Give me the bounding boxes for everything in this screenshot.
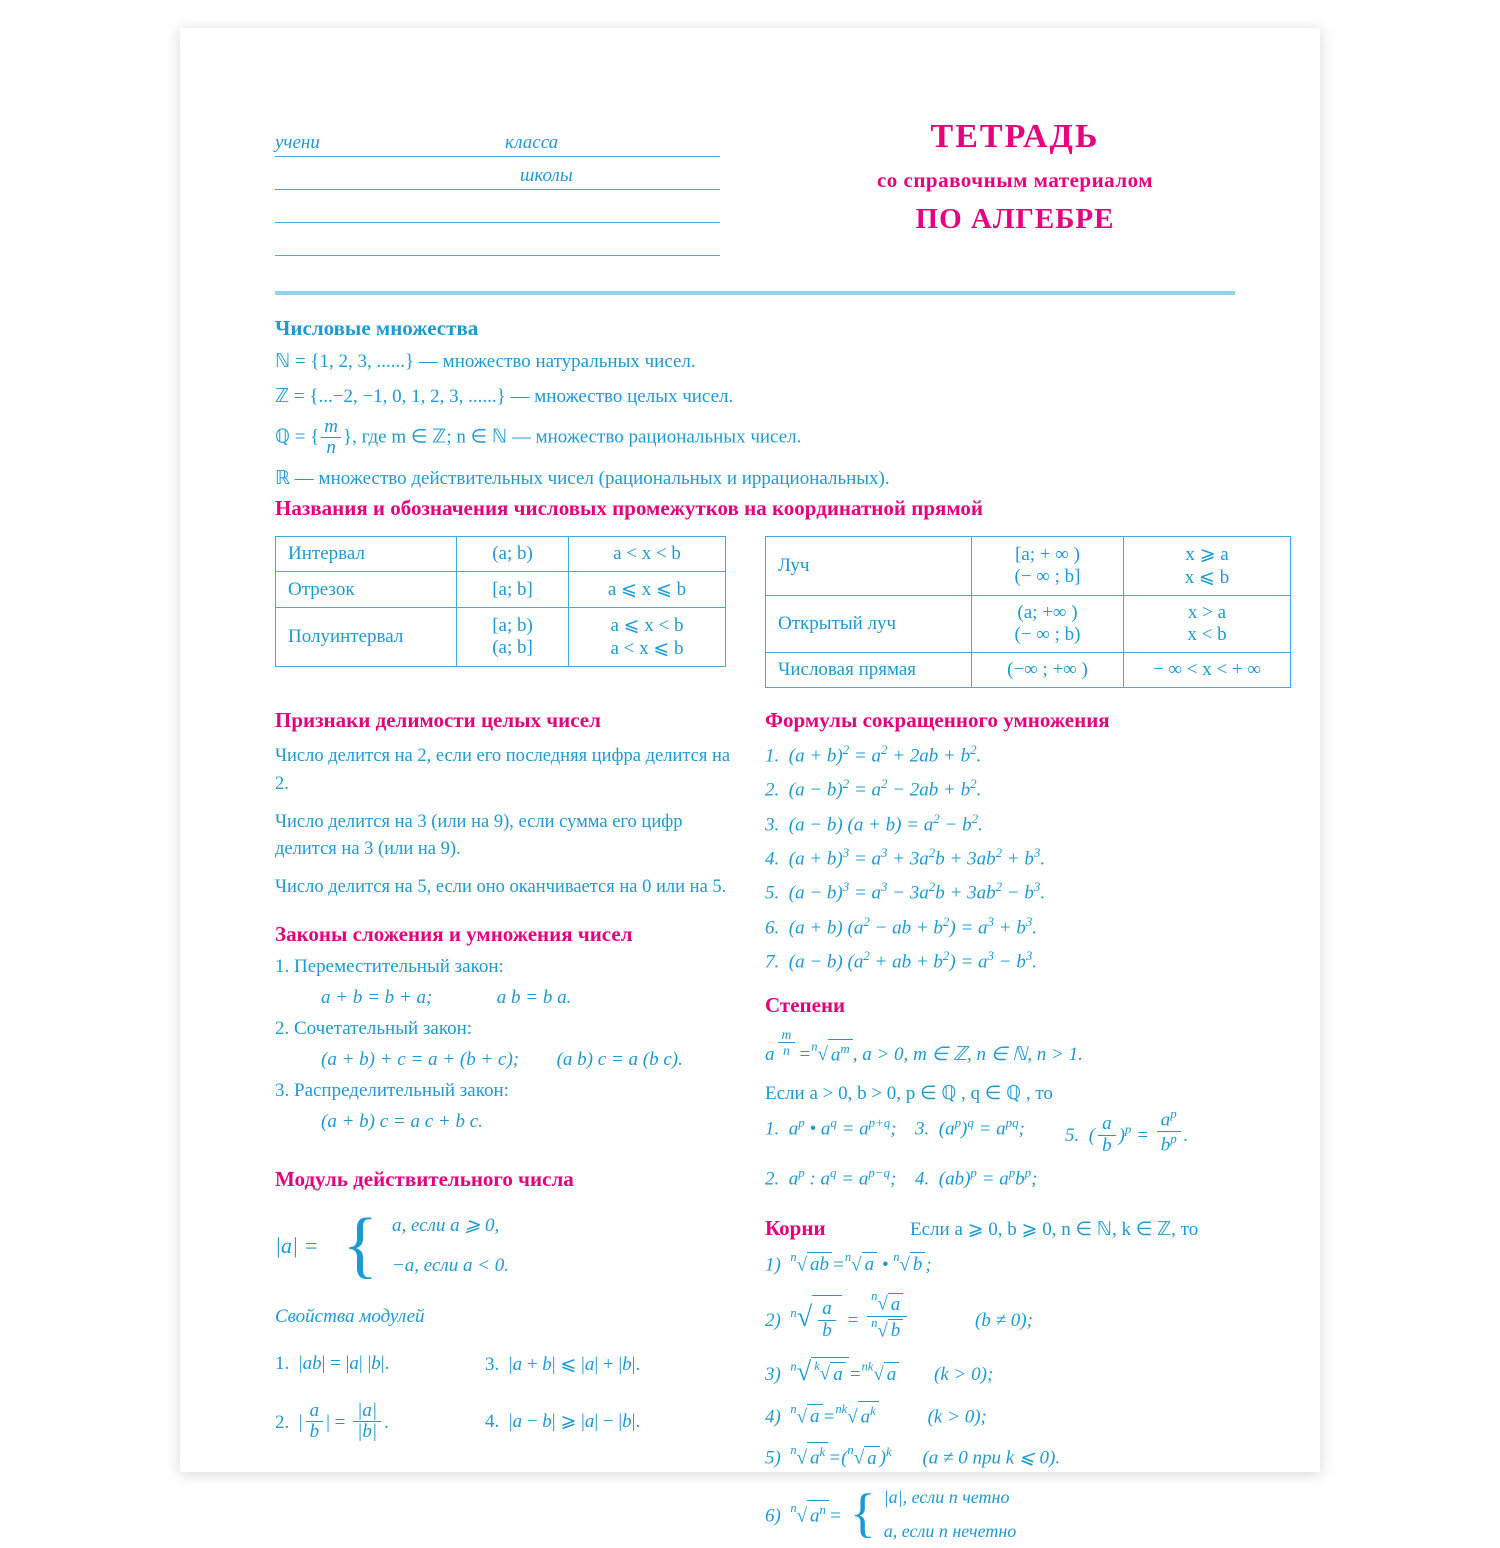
cover-title xyxy=(795,118,1235,236)
student-fill-in-blanks[interactable] xyxy=(275,124,720,256)
roots-item-2: 2) $^n$√ $\frac{a}{b}$ = $\frac{^n√ a}{^n√ b}$ (b ≠ 0); xyxy=(765,1289,1033,1341)
label-shkoly: школы xyxy=(520,165,573,186)
heading-modulus: Модуль действительного числа xyxy=(275,1166,574,1191)
heading-divisibility: Признаки делимости целых чисел xyxy=(275,708,601,732)
roots-note-2: (k > 0); xyxy=(934,1363,994,1385)
roots-item-1: 1) $^n$√ ab =$^n$√ a • $^n$√ b ; xyxy=(765,1249,932,1276)
condition-line-2: x ⩽ b xyxy=(1184,567,1230,588)
cell-condition: a < x < b xyxy=(569,537,726,572)
condition-line-1: a ⩽ x < b xyxy=(610,615,684,636)
law-item-1 xyxy=(275,956,745,978)
roots-label: 4) xyxy=(765,1406,781,1428)
law-formulas-3 xyxy=(275,1111,745,1133)
heading-powers: Степени xyxy=(765,993,846,1018)
condition-line-2: a < x ⩽ b xyxy=(610,638,684,659)
heading-intervals: Названия и обозначения числовых промежутков на координатной прямой xyxy=(275,496,984,520)
heading-numeric-sets: Числовые множества xyxy=(275,316,479,340)
modulus-cases xyxy=(392,1206,509,1286)
title-subject: ПО АЛГЕБРЕ xyxy=(915,203,1115,235)
heading-roots: Корни xyxy=(765,1215,826,1240)
cell-notation xyxy=(972,596,1124,653)
fraction-numerator: m xyxy=(321,417,341,438)
law-formula: (a + b) c = a c + b c. xyxy=(321,1110,483,1132)
cell-condition xyxy=(569,608,726,667)
fraction-m-over-n xyxy=(321,417,341,458)
title-sub: со справочным материалом xyxy=(876,168,1154,192)
law-item-3 xyxy=(275,1080,745,1102)
table-row xyxy=(276,572,726,608)
title-main: ТЕТРАДЬ xyxy=(930,118,1100,155)
right-column xyxy=(765,708,1255,1548)
left-column xyxy=(275,708,745,1443)
law-formulas-1 xyxy=(275,987,745,1009)
cell-notation xyxy=(972,537,1124,596)
law-formula: (a + b) + c = a + (b + c); xyxy=(321,1048,520,1070)
cell-notation: (−∞ ; +∞ ) xyxy=(972,653,1124,688)
intervals-table-right xyxy=(765,536,1291,688)
numeric-sets-line-Q xyxy=(275,417,1235,458)
cell-name: Числовая прямая xyxy=(766,653,972,688)
cell-name: Луч xyxy=(766,537,972,596)
heading-laws: Законы сложения и умножения чисел xyxy=(275,921,633,946)
modulus-property-4: 4. |a − b| ⩾ |a| − |b|. xyxy=(485,1411,641,1433)
roots-header-row xyxy=(765,1216,1255,1241)
powers-main-formula: a $\frac{m}{n}$ =$^n$√ $a^m$ , a > 0, m ∈ ℤ, n ∈ ℕ, n > 1. xyxy=(765,1027,1083,1066)
cell-condition xyxy=(1124,596,1291,653)
roots-note-1: (b ≠ 0); xyxy=(975,1310,1033,1332)
intervals-table-left xyxy=(275,536,726,667)
notebook-cover xyxy=(180,28,1320,1544)
modulus-case-positive: a, если a ⩾ 0, xyxy=(391,1214,500,1236)
powers-item-1: 1. $a^p$ • $a^q = a^{p+q}$; xyxy=(765,1115,897,1140)
law-number: 1. xyxy=(275,955,290,977)
modulus-properties-row-2 xyxy=(275,1392,745,1444)
short-mult-item-1: 1. $(a + b)^2 = a^2 + 2ab + b^2$. xyxy=(765,742,982,767)
header xyxy=(275,118,1235,278)
heading-modulus-properties: Свойства модулей xyxy=(275,1305,425,1327)
cell-notation: (a; b) xyxy=(457,537,569,572)
law-number: 3. xyxy=(275,1079,290,1101)
law-formula: (a b) c = a (b c). xyxy=(556,1048,683,1070)
short-mult-item-3: 3. (a − b) $(a + b) = a^2 - b^2$. xyxy=(765,810,983,835)
condition-line-1: x ⩾ a xyxy=(1185,544,1229,565)
powers-row-1 xyxy=(765,1106,1255,1156)
roots-cases xyxy=(884,1480,1017,1548)
short-mult-item-5: 5. $(a - b)^3 = a^3 - 3a^2b + 3ab^2 - b^3$. xyxy=(765,879,1046,904)
numeric-sets-line-N: ℕ = {1, 2, 3, ......} — множество натуральных чисел. xyxy=(275,351,696,372)
divisibility-para-3: Число делится на 5, если оно оканчивается на 0 или на 5. xyxy=(275,877,727,897)
roots-item-6: 6) $^n$√ $a^n$ = { |a|, если n четно a, если n нечетно xyxy=(765,1480,1255,1548)
cell-condition: a ⩽ x ⩽ b xyxy=(569,572,726,608)
table-row xyxy=(766,653,1291,688)
cell-name: Полуинтервал xyxy=(276,608,457,667)
cell-name: Интервал xyxy=(276,537,457,572)
roots-condition: Если a ⩾ 0, b ⩾ 0, n ∈ ℕ, k ∈ ℤ, то xyxy=(910,1218,1199,1240)
short-mult-item-7: 7. (a − b) ($a^2$ + ab + $b^2) = a^3 - b^3$. xyxy=(765,947,1038,973)
blank-line-extra-1[interactable] xyxy=(275,190,720,223)
roots-case-odd: a, если n нечетно xyxy=(883,1520,1017,1541)
notation-line-2: (− ∞ ; b] xyxy=(1014,566,1081,587)
table-row xyxy=(276,608,726,667)
powers-item-4: 4. $(ab)^p = a^pb^p$; xyxy=(915,1164,1038,1189)
powers-row-2 xyxy=(765,1165,1255,1190)
powers-item-5: 5. ( $\frac{a}{b}$ )$^p$ = $\frac{a^p}{b^p}$ . xyxy=(1065,1106,1189,1156)
notation-line-1: [a; + ∞ ) xyxy=(1015,544,1080,565)
powers-condition: Если a > 0, b > 0, p ∈ ℚ , q ∈ ℚ , то xyxy=(765,1083,1053,1105)
law-number: 2. xyxy=(275,1017,290,1039)
roots-label: 2) xyxy=(765,1310,781,1332)
short-mult-item-2: 2. $(a - b)^2 = a^2 - 2ab + b^2$. xyxy=(765,776,982,801)
roots-label: 1) xyxy=(765,1254,781,1276)
cell-condition xyxy=(1124,537,1291,596)
cell-notation: [a; b] xyxy=(457,572,569,608)
condition-line-2: x < b xyxy=(1187,624,1227,645)
law-formulas-2 xyxy=(275,1049,745,1071)
roots-label: 6) xyxy=(765,1505,781,1527)
short-mult-item-4: 4. $(a + b)^3 = a^3 + 3a^2b + 3ab^2 + b^3$. xyxy=(765,844,1046,870)
notation-line-2: (− ∞ ; b) xyxy=(1014,624,1081,645)
brace-icon: { xyxy=(342,1204,378,1287)
roots-case-even: |a|, если n четно xyxy=(883,1486,1010,1507)
divisibility-para-1: Число делится на 2, если его последняя цифра делится на 2. xyxy=(275,746,731,794)
short-mult-item-6: 6. (a + b) ($a^2$ − ab + $b^2) = a^3 + b^3$. xyxy=(765,913,1038,938)
powers-item-3: 3. $(a^p)^q = a^{pq}$; xyxy=(915,1115,1025,1140)
roots-item-4: 4) $^n$√ a =$^{nk}$√ $a^k$ (k > 0); xyxy=(765,1401,987,1428)
section-numeric-sets xyxy=(275,316,1235,493)
section-intervals xyxy=(275,496,1255,521)
law-label: Распределительный закон: xyxy=(294,1079,509,1101)
notation-line-2: (a; b] xyxy=(492,637,533,658)
q-suffix: }, где m ∈ ℤ; n ∈ ℕ — множество рациональных чисел. xyxy=(343,426,802,448)
law-label: Переместительный закон: xyxy=(294,955,504,977)
roots-label: 3) xyxy=(765,1363,781,1385)
header-divider xyxy=(275,291,1235,295)
heading-short-multiplication: Формулы сокращенного умножения xyxy=(765,708,1110,732)
numeric-sets-line-Z: ℤ = {...−2, −1, 0, 1, 2, 3, ......} — множество целых чисел. xyxy=(275,385,734,407)
cell-name: Отрезок xyxy=(276,572,457,608)
table-row xyxy=(276,537,726,572)
cell-condition: − ∞ < x < + ∞ xyxy=(1124,653,1291,688)
roots-item-5: 5) $^n$√ $a^k =(^n√$ a )$^k$ (a ≠ 0 при k ⩽ 0). xyxy=(765,1443,1061,1469)
roots-note-3: (k > 0); xyxy=(927,1406,987,1428)
condition-line-1: x > a xyxy=(1187,602,1227,623)
cell-name: Открытый луч xyxy=(766,596,972,653)
numeric-sets-line-R: ℝ — множество действительных чисел (рациональных и иррациональных). xyxy=(275,467,890,489)
notation-line-1: (a; +∞ ) xyxy=(1017,602,1078,623)
blank-line-school[interactable] xyxy=(275,157,720,190)
table-row xyxy=(766,537,1291,596)
divisibility-para-2: Число делится на 3 (или на 9), если сумма его цифр делится на 3 (или на 9). xyxy=(275,811,683,860)
blank-line-class[interactable] xyxy=(275,124,720,157)
modulus-properties-row-1 xyxy=(275,1344,745,1376)
modulus-lhs: |a| = xyxy=(275,1232,319,1258)
modulus-property-1: 1. |ab| = |a| |b|. xyxy=(275,1352,390,1374)
roots-label: 5) xyxy=(765,1447,781,1469)
law-label: Сочетательный закон: xyxy=(294,1017,473,1039)
modulus-definition xyxy=(275,1206,745,1286)
modulus-case-negative: −a, если a < 0. xyxy=(391,1254,510,1276)
notation-line-1: [a; b) xyxy=(492,615,533,636)
table-row xyxy=(766,596,1291,653)
label-uchen: учени xyxy=(275,132,320,153)
q-prefix: ℚ = { xyxy=(275,426,320,448)
blank-line-extra-2[interactable] xyxy=(275,223,720,256)
modulus-property-2: 2. | $\frac{a}{b}$ | = $\frac{|a|}{|b|}$ . xyxy=(275,1399,389,1443)
law-item-2 xyxy=(275,1018,745,1040)
brace-icon: { xyxy=(849,1483,876,1544)
cell-notation xyxy=(457,608,569,667)
law-formula: a + b = b + a; xyxy=(321,986,433,1008)
modulus-property-3: 3. |a + b| ⩽ |a| + |b|. xyxy=(485,1353,641,1375)
label-klassa: класса xyxy=(505,132,559,153)
fraction-denominator: n xyxy=(326,437,336,459)
roots-item-3: 3) $^n$√ $^k$√ a =$^{nk}$√ a (k > 0); xyxy=(765,1355,994,1386)
powers-item-2: 2. $a^p$ : $a^q = a^{p-q}$; xyxy=(765,1164,897,1189)
roots-note-4: (a ≠ 0 при k ⩽ 0). xyxy=(922,1447,1061,1469)
law-formula: a b = b a. xyxy=(496,986,572,1008)
